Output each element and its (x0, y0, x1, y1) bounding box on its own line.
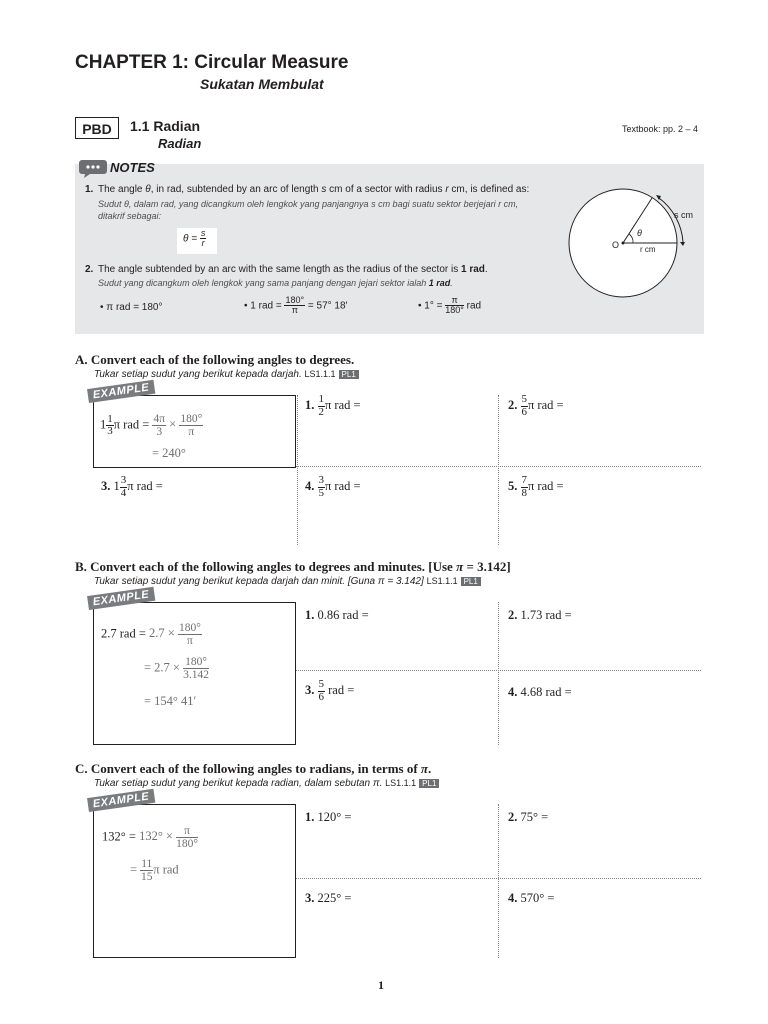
section-c-malay: Tukar setiap sudut yang berikut kepada radian, dalam sebutan π. LS1.1.1 PL1 (94, 778, 439, 789)
speech-bubble-icon (78, 157, 108, 179)
section-b-example-line2: = 2.7 × $\frac{180^\circ}{3.142}$ (144, 656, 209, 682)
section-a-example-result: = 240° (152, 446, 186, 460)
section-a-example-tag: EXAMPLE (87, 380, 155, 403)
section-title: 1.1 Radian (130, 118, 201, 134)
section-c-example-line2: = $\frac{11}{15}$ π rad (130, 858, 179, 884)
note-2-english: The angle subtended by an arc with the same length as the radius of the sector is 1 rad. (98, 264, 488, 275)
section-b-question-1: 1. 0.86 rad = (305, 608, 369, 622)
section-c-question-3: 3. 225° = (305, 891, 352, 905)
section-a-col-divider-1 (297, 395, 298, 545)
notes-label: NOTES (110, 160, 155, 175)
diagram-o-label: O (612, 240, 620, 250)
textbook-reference: Textbook: pp. 2 – 4 (622, 124, 699, 134)
section-b-question-4: 4. 4.68 rad = (508, 685, 572, 699)
section-b-example-tag: EXAMPLE (87, 587, 155, 610)
note-2-malay: Sudut yang dicangkum oleh lengkok yang sama panjang dengan jejari sektor ialah 1 rad. (98, 278, 453, 288)
chapter-title: CHAPTER 1: Circular Measure (75, 52, 349, 73)
section-c-heading: C. Convert each of the following angles to radians, in terms of π. (75, 761, 432, 776)
page-number: 1 (378, 978, 384, 992)
radian-formula: θ = $\frac{s}{r}$ (183, 228, 206, 249)
diagram-s-label: s cm (674, 210, 693, 220)
section-a-question-5: 5. $\frac{7}{8}$ π rad = (508, 474, 564, 499)
section-b-example-line3: = 154° 41′ (144, 694, 197, 708)
note-bullet-3: • 1° = $\frac{\pi}{180^\circ}$ rad (418, 295, 482, 316)
sector-diagram (566, 186, 706, 302)
section-c-question-1: 1. 120° = (305, 810, 352, 824)
note-1-malay-line1: Sudut θ, dalam rad, yang dicangkum oleh lengkok yang panjangnya s cm bagi suatu sektor berjejari r cm, (98, 199, 519, 209)
diagram-r-label: r cm (640, 245, 656, 254)
section-b-col-divider (498, 602, 499, 745)
section-c-example-tag: EXAMPLE (87, 789, 155, 812)
note-1-english: The angle θ, in rad, subtended by an arc of length s cm of a sector with radius r cm, is defined as: (98, 184, 530, 195)
section-b-heading: B. Convert each of the following angles to degrees and minutes. [Use π = 3.142] (75, 559, 511, 574)
section-a-question-2: 2. $\frac{5}{6}$ π rad = (508, 393, 564, 418)
section-a-heading: A. Convert each of the following angles to degrees. (75, 352, 355, 367)
section-c-question-2: 2. 75° = (508, 810, 549, 824)
section-a-malay: Tukar setiap sudut yang berikut kepada darjah. LS1.1.1 PL1 (94, 369, 359, 380)
section-b-malay: Tukar setiap sudut yang berikut kepada darjah dan minit. [Guna π = 3.142] LS1.1.1 PL1 (94, 576, 481, 587)
note-2-number: 2. (85, 264, 94, 275)
section-subtitle: Radian (158, 136, 202, 151)
chapter-subtitle: Sukatan Membulat (200, 76, 324, 92)
note-1-number: 1. (85, 184, 94, 195)
section-b-example-line1: 2.7 rad = 2.7 × $\frac{180^\circ}{\pi}$ (101, 622, 201, 648)
section-b-question-2: 2. 1.73 rad = (508, 608, 572, 622)
section-a-question-1: 1. $\frac{1}{2}$ π rad = (305, 393, 361, 418)
section-c-col-divider (498, 804, 499, 958)
diagram-theta-label: θ (637, 228, 642, 238)
note-bullet-1: • π rad = 180° (100, 302, 163, 313)
section-a-col-divider-2 (498, 395, 499, 545)
section-c-example-line1: 132° = 132° × $\frac{\pi}{180^\circ}$ (102, 825, 198, 851)
section-c-question-4: 4. 570° = (508, 891, 555, 905)
note-bullet-2: • 1 rad = $\frac{180^\circ}{\pi}$ = 57° 18′ (244, 295, 348, 316)
note-1-malay-line2: ditakrif sebagai: (98, 211, 162, 221)
pbd-badge: PBD (75, 117, 119, 139)
section-a-question-4: 4. $\frac{3}{5}$ π rad = (305, 474, 361, 499)
section-a-example-line1: 1 $\frac{1}{3}$ π rad = $\frac{4\pi}{3}$ × $\frac{180^\circ}{\pi}$ (100, 412, 203, 439)
section-b-question-3: 3. $\frac{5}{6}$ rad = (305, 678, 355, 703)
section-a-question-3: 3. 1 $\frac{3}{4}$ π rad = (101, 474, 163, 499)
